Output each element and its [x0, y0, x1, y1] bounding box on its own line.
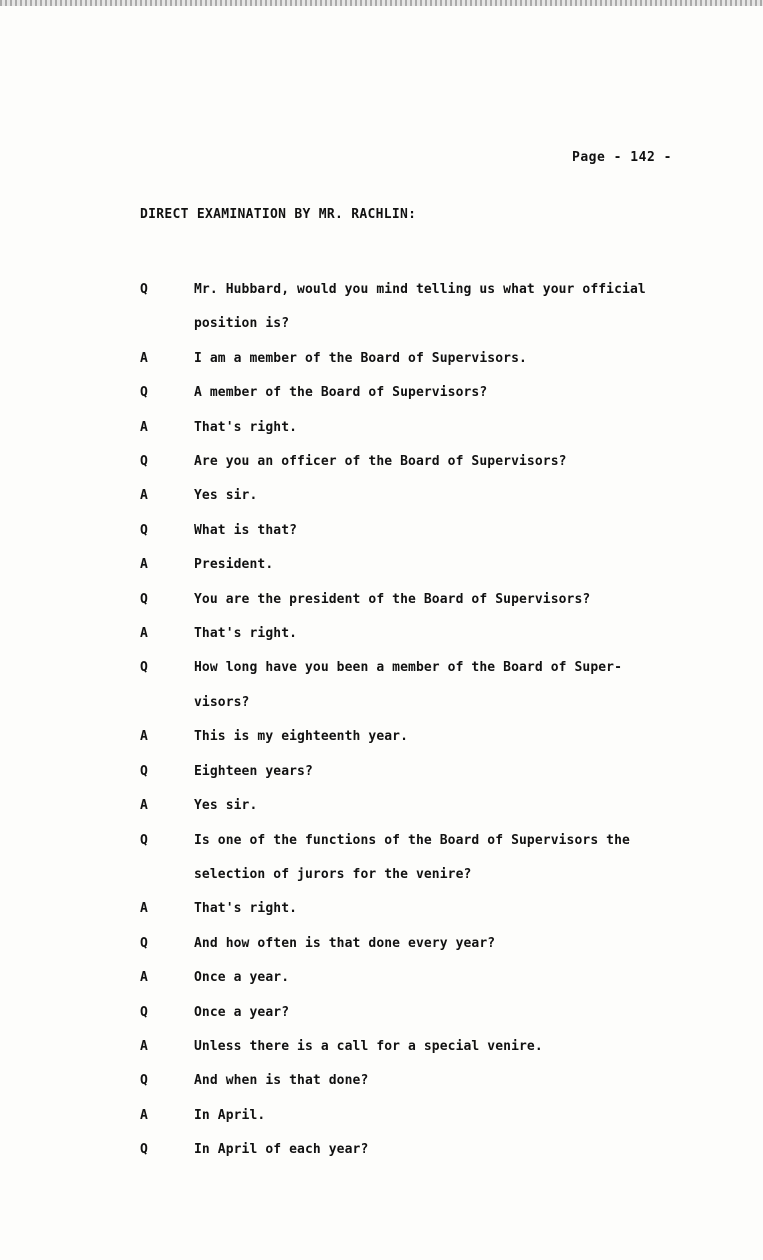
utterance-line: visors? [194, 694, 250, 710]
utterance-line: That's right. [194, 901, 298, 917]
utterance-line: Unless there is a call for a special venire. [194, 1038, 543, 1054]
utterance-line: What is that? [194, 522, 298, 538]
speaker-label: Q [140, 282, 148, 297]
answer-row [140, 1099, 730, 1133]
utterance-line: You are the president of the Board of Supervisors? [194, 591, 591, 607]
question-row [140, 824, 730, 893]
question-row [140, 445, 730, 479]
utterance-text [194, 996, 730, 1030]
answer-row [140, 789, 730, 823]
scan-top-edge [0, 0, 763, 6]
speaker-label: A [140, 970, 148, 986]
utterance-text [194, 273, 730, 342]
question-row [140, 996, 730, 1030]
speaker-label: Q [140, 1004, 148, 1020]
speaker-label: Q [140, 832, 148, 848]
utterance-text [194, 617, 730, 651]
speaker-label: Q [140, 1142, 148, 1158]
answer-row [140, 342, 730, 376]
utterance-line: position is? [194, 316, 290, 332]
utterance-line: That's right. [194, 419, 298, 435]
utterance-line: A member of the Board of Supervisors? [194, 385, 488, 401]
utterance-text [194, 1030, 730, 1064]
speaker-label: Q [140, 454, 148, 470]
speaker-label: Q [140, 385, 148, 401]
speaker-label: Q [140, 660, 148, 676]
answer-row [140, 479, 730, 513]
speaker-label: Q [140, 591, 148, 607]
page-number: Page - 142 - [572, 150, 672, 165]
answer-row [140, 548, 730, 582]
utterance-text [194, 342, 730, 376]
utterance-line: Yes sir. [194, 798, 258, 814]
speaker-label: Q [140, 522, 148, 538]
speaker-label: A [140, 1107, 148, 1123]
utterance-text [194, 376, 730, 410]
question-row [140, 583, 730, 617]
speaker-label: A [140, 729, 148, 745]
utterance-line: How long have you been a member of the Board of Super- [194, 660, 623, 676]
utterance-text [194, 514, 730, 548]
speaker-label: Q [140, 763, 148, 779]
utterance-line: President. [194, 557, 274, 573]
utterance-text [194, 720, 730, 754]
speaker-label: Q [140, 935, 148, 951]
question-row [140, 514, 730, 548]
answer-row [140, 961, 730, 995]
utterance-line: Eighteen years? [194, 763, 313, 779]
answer-row [140, 720, 730, 754]
utterance-text [194, 1064, 730, 1098]
utterance-line: Is one of the functions of the Board of Supervisors the [194, 832, 630, 848]
section-heading: DIRECT EXAMINATION BY MR. RACHLIN: [140, 207, 417, 222]
utterance-line: This is my eighteenth year. [194, 729, 409, 745]
utterance-line: In April of each year? [194, 1142, 369, 1158]
utterance-text [194, 755, 730, 789]
speaker-label: A [140, 488, 148, 504]
speaker-label: A [140, 1038, 148, 1054]
speaker-label: A [140, 557, 148, 573]
question-row [140, 755, 730, 789]
utterance-text [194, 479, 730, 513]
speaker-label: A [140, 419, 148, 435]
utterance-text [194, 1133, 730, 1167]
qa-transcript [140, 273, 730, 1168]
utterance-line: Are you an officer of the Board of Supervisors? [194, 454, 567, 470]
question-row [140, 273, 730, 342]
utterance-line: That's right. [194, 626, 298, 642]
speaker-label: Q [140, 1073, 148, 1089]
speaker-label: A [140, 350, 148, 366]
utterance-text [194, 961, 730, 995]
utterance-text [194, 651, 730, 720]
answer-row [140, 617, 730, 651]
speaker-label: A [140, 626, 148, 642]
question-row [140, 651, 730, 720]
question-row [140, 927, 730, 961]
answer-row [140, 411, 730, 445]
utterance-line: And when is that done? [194, 1073, 369, 1089]
utterance-line: Mr. Hubbard, would you mind telling us what your official [194, 282, 646, 297]
answer-row [140, 892, 730, 926]
utterance-text [194, 548, 730, 582]
utterance-text [194, 927, 730, 961]
utterance-line: I am a member of the Board of Supervisors. [194, 350, 527, 366]
speaker-label: A [140, 901, 148, 917]
utterance-line: And how often is that done every year? [194, 935, 496, 951]
utterance-text [194, 789, 730, 823]
utterance-line: Once a year? [194, 1004, 290, 1020]
utterance-text [194, 445, 730, 479]
utterance-text [194, 583, 730, 617]
utterance-line: selection of jurors for the venire? [194, 866, 472, 882]
utterance-line: In April. [194, 1107, 266, 1123]
answer-row [140, 1030, 730, 1064]
utterance-text [194, 824, 730, 893]
question-row [140, 376, 730, 410]
question-row [140, 1064, 730, 1098]
utterance-text [194, 1099, 730, 1133]
utterance-line: Once a year. [194, 970, 290, 986]
question-row [140, 1133, 730, 1167]
utterance-text [194, 892, 730, 926]
speaker-label: A [140, 798, 148, 814]
utterance-line: Yes sir. [194, 488, 258, 504]
utterance-text [194, 411, 730, 445]
